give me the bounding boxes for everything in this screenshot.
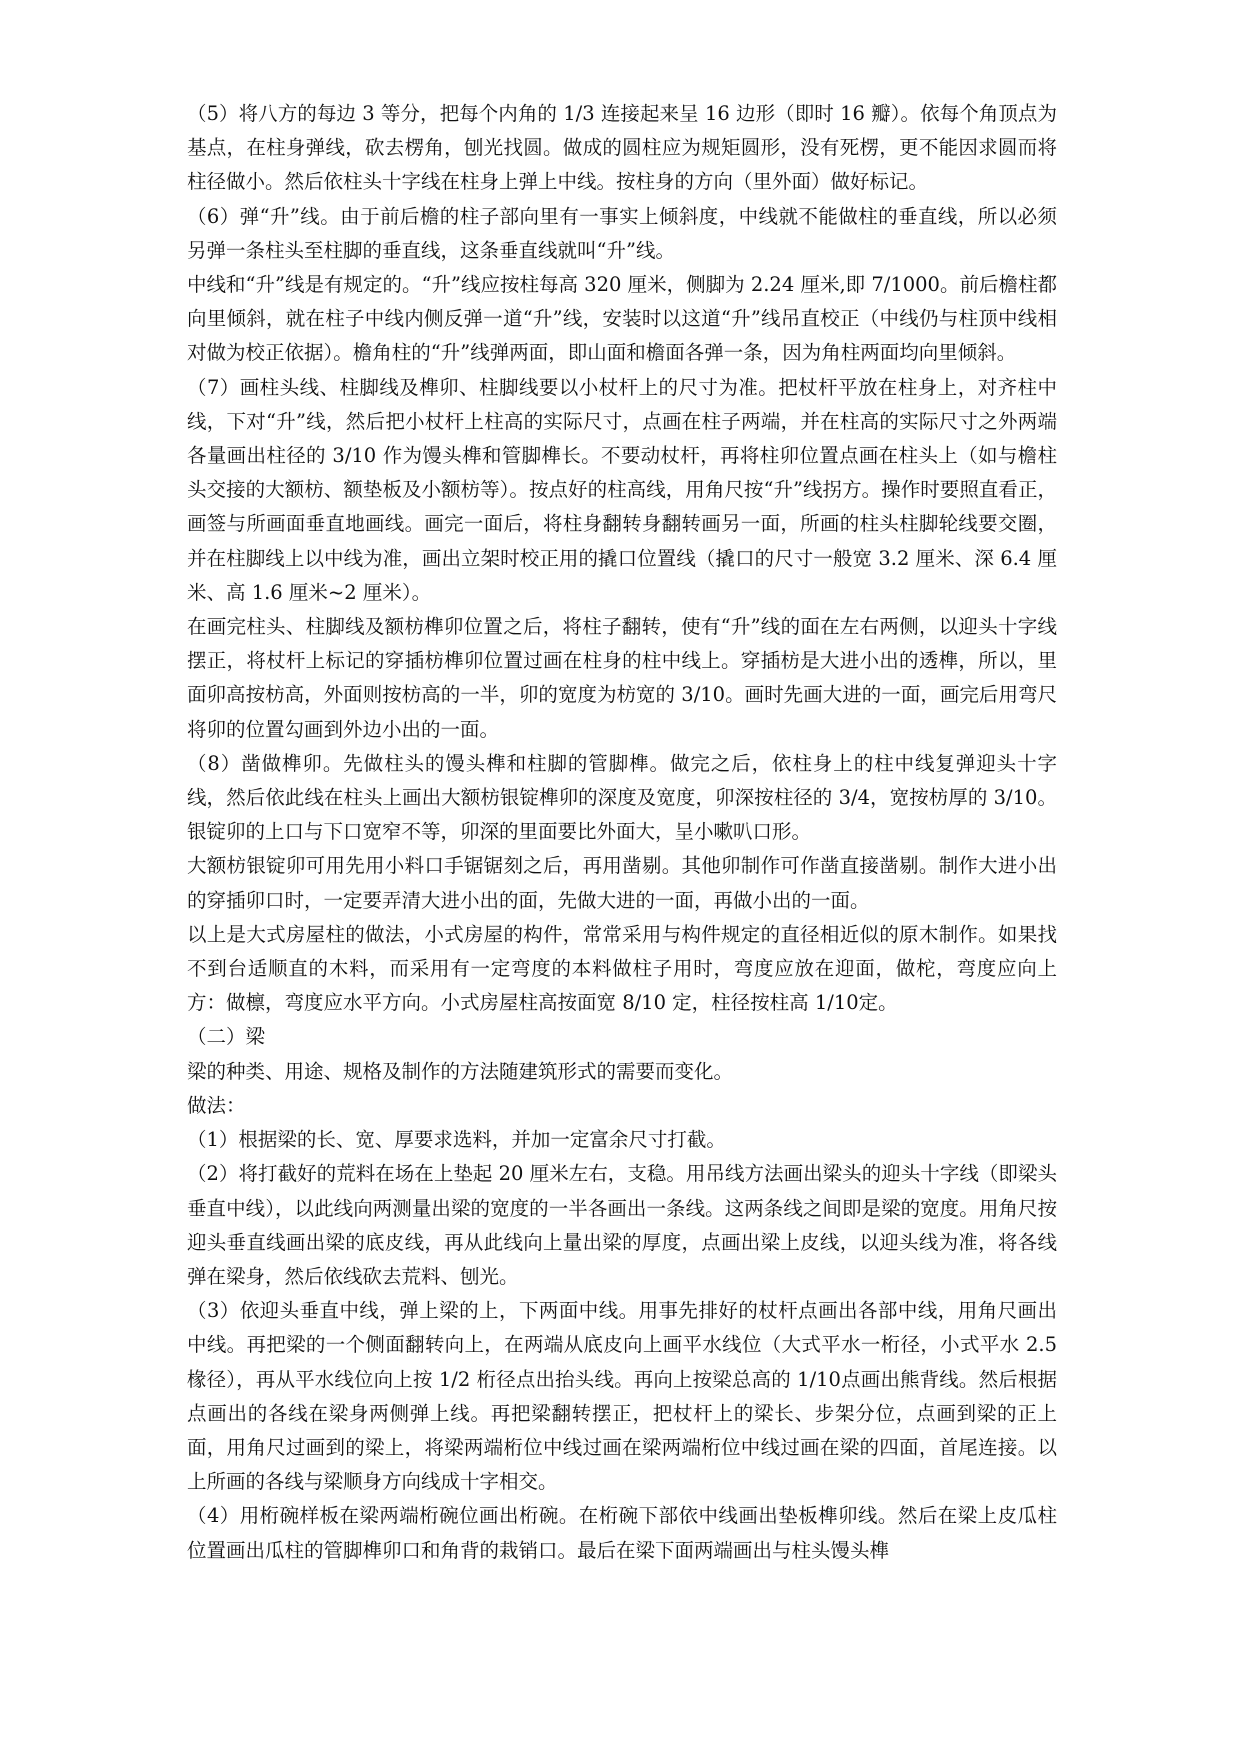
paragraph-sheng-line-rule: 中线和“升”线是有规定的。“升”线应按柱每高 320 厘米，侧脚为 2.24 厘米,即 7/1000。前后檐柱都向里倾斜，就在柱子中线内侧反弹一道“升”线，安装时以这道“升”线吊直校正（中线仍与柱顶中线相对做为校正依据）。檐角柱的“升”线弹两面，即山面和檐面各弹一条，因为角柱两面均向里倾斜。: [187, 273, 1057, 365]
paragraph-dovetail-mortise: 大额枋银锭卯可用先用小料口手锯锯刻之后，再用凿剔。其他卯制作可作凿直接凿剔。制作大进小出的穿插卯口时，一定要弄清大进小出的面，先做大进的一面，再做小出的一面。: [187, 854, 1057, 912]
paragraph-tenon-mortise-marking: 在画完柱头、柱脚线及额枋榫卯位置之后，将柱子翻转，使有“升”线的面在左右两侧，以迎头十字线摆正，将杖杆上标记的穿插枋榫卯位置过画在柱身的柱中线上。穿插枋是大进小出的透榫，所以，里面卯高按枋高，外面则按枋高的一半，卯的宽度为枋宽的 3/10。画时先画大进的一面，画完后用弯尺将卯的位置勾画到外边小出的一面。: [187, 615, 1057, 741]
paragraph-beam-intro: 梁的种类、用途、规格及制作的方法随建筑形式的需要而变化。: [187, 1059, 734, 1083]
paragraph-beam-step-4: （4）用桁碗样板在梁两端桁碗位画出桁碗。在桁碗下部依中线画出垫板榫卯线。然后在梁上皮瓜柱位置画出瓜柱的管脚榫卯口和角背的栽销口。最后在梁下面两端画出与柱头馒头榫: [187, 1504, 1057, 1562]
paragraph-item-8: （8）凿做榫卯。先做柱头的馒头榫和柱脚的管脚榫。做完之后，依柱身上的柱中线复弹迎头十字线，然后依此线在柱头上画出大额枋银锭榫卯的深度及宽度，卯深按柱径的 3/4，宽按枋厚的 3/10。银锭卯的上口与下口宽窄不等，卯深的里面要比外面大，呈小嗽叭口形。: [187, 751, 1057, 844]
paragraph-item-6: （6）弹“升”线。由于前后檐的柱子部向里有一事实上倾斜度，中线就不能做柱的垂直线，所以必须另弹一条柱头至柱脚的垂直线，这条垂直线就叫“升”线。: [187, 204, 1057, 262]
document-body: [187, 97, 1057, 1568]
paragraph-item-7: （7）画柱头线、柱脚线及榫卯、柱脚线要以小杖杆上的尺寸为准。把杖杆平放在柱身上，对齐柱中线，下对“升”线，然后把小杖杆上柱高的实际尺寸，点画在柱子两端，并在柱高的实际尺寸之外两端各量画出柱径的 3/10 作为馒头榫和管脚榫长。不要动杖杆，再将柱卯位置点画在柱头上（如与檐柱头交接的大额枋、额垫板及小额枋等）。按点好的柱高线，用角尺按“升”线拐方。操作时要照直看正，画签与所画面垂直地画线。画完一面后，将柱身翻转身翻转画另一面，所画的柱头柱脚轮线要交圈，并在柱脚线上以中线为准，画出立架时校正用的撬口位置线（撬口的尺寸一般宽 3.2 厘米、深 6.4 厘米、高 1.6 厘米~2 厘米）。: [187, 375, 1057, 604]
paragraph-beam-step-3: （3）依迎头垂直中线，弹上梁的上，下两面中线。用事先排好的杖杆点画出各部中线，用角尺画出中线。再把梁的一个侧面翻转向上，在两端从底皮向上画平水线位（大式平水一桁径，小式平水 2.5 椽径），再从平水线位向上按 1/2 桁径点出抬头线。再向上按梁总高的 1/10点画出熊背线。然后根据点画出的各线在梁身两侧弹上线。再把梁翻转摆正，把杖杆上的梁长、步架分位，点画到梁的正上面，用角尺过画到的梁上，将梁两端桁位中线过画在梁两端桁位中线过画在梁的四面，首尾连接。以上所画的各线与梁顺身方向线成十字相交。: [187, 1299, 1057, 1494]
paragraph-beam-step-2: （2）将打截好的荒料在场在上垫起 20 厘米左右，支稳。用吊线方法画出梁头的迎头十字线（即梁头垂直中线），以此线向两测量出梁的宽度的一半各画出一条线。这两条线之间即是梁的宽度。用角尺按迎头垂直线画出梁的底皮线，再从此线向上量出梁的厚度，点画出梁上皮线，以迎头线为准，将各线弹在梁身，然后依线砍去荒料、刨光。: [187, 1162, 1057, 1288]
section-heading-beam: （二）梁: [187, 1025, 266, 1049]
paragraph-item-5: （5）将八方的每边 3 等分，把每个内角的 1/3 连接起来呈 16 边形（即时 16 瓣）。依每个角顶点为基点，在柱身弹线，砍去楞角，刨光找圆。做成的圆柱应为规矩圆形，没有死楞，更不能因求圆而将柱径做小。然后依柱头十字线在柱身上弹上中线。按柱身的方向（里外面）做好标记。: [187, 102, 1057, 194]
paragraph-method-label: 做法：: [187, 1093, 246, 1117]
paragraph-beam-step-1: （1）根据梁的长、宽、厚要求选料，并加一定富余尺寸打截。: [187, 1128, 726, 1152]
paragraph-small-style-columns: 以上是大式房屋柱的做法，小式房屋的构件，常常采用与构件规定的直径相近似的原木制作。如果找不到台适顺直的木料，而采用有一定弯度的本料做柱子用时，弯度应放在迎面，做柁，弯度应向上方：做檩，弯度应水平方向。小式房屋柱高按面宽 8/10 定，柱径按柱高 1/10定。: [187, 922, 1057, 1015]
